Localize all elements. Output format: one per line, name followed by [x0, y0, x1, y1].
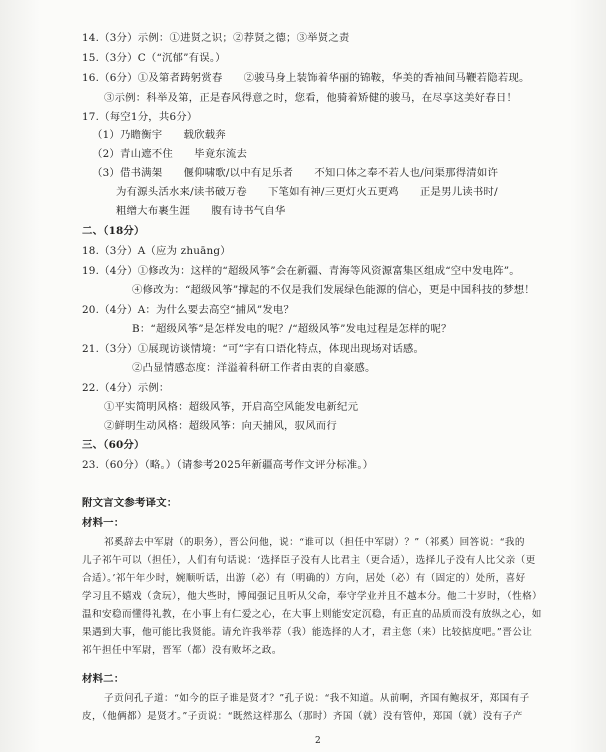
answer-q17-header: 17.（每空1分，共6分）	[82, 111, 198, 123]
answer-q19-line2: ④修改为：“超级风筝”撑起的不仅是我们发展绿色能源的信心，更是中国科技的梦想！	[132, 284, 535, 296]
answer-q22-header: 22.（4分）示例：	[82, 382, 170, 394]
material-2-line: 子贡问孔子道：“如今的臣子谁是贤才？”孔子说：“我不知道。从前啊，齐国有鲍叔牙，郑国有子	[104, 693, 530, 704]
translation-heading: 附文言文参考译文：	[82, 497, 178, 509]
material-1-line: 果遇到大事，他可能比我贤能。请允许我举荐（我）能选择的人才，君主您（来）比较掂度吧。”晋公让	[82, 627, 533, 638]
material-1-line: 合适）。’祁午年少时，婉顺听话，出游（必）有（明确的）方向，居处（必）有（固定的）处所，喜好	[82, 573, 526, 584]
answer-q17-1: （1）乃瞻衡宇 载欣载奔	[92, 129, 226, 141]
answer-q17-3-cont2: 粗缯大布裹生涯 腹有诗书气自华	[116, 205, 286, 217]
material-2-title: 材料二：	[82, 673, 125, 685]
page-number: 2	[315, 736, 321, 746]
answer-q18: 18.（3分）A（应为 zhuāng）	[82, 245, 231, 257]
material-1-line: 祁奚辞去中军尉（的职务），晋公问他，说：“谁可以（担任中军尉）？”（祁奚）回答说：“我的	[104, 537, 525, 548]
answer-q17-3: （3）借书满架 偃仰啸歌/以中有足乐者 不知口体之奉不若人也/问渠那得清如许	[92, 167, 499, 179]
material-1-line: 祁午担任中军尉，晋军（都）没有败坏之政。	[82, 645, 282, 656]
answer-q21-line1: 21.（3分）①展现访谈情境：“可”字有口语化特点，体现出现场对话感。	[82, 343, 425, 355]
answer-q20-line2: B：“超级风筝”是怎样发电的呢？/“超级风筝”发电过程是怎样的呢？	[132, 323, 452, 335]
section-3-heading: 三、（60分）	[82, 439, 145, 451]
answer-q16-line1: 16.（6分）①及第者踌躬赏春 ②骏马身上装饰着华丽的锦鞍，华美的香袖间马鞭若隐若现。	[82, 72, 530, 84]
material-1-line: 温和安稳而懂得礼教，在小事上有仁爱之心，在大事上则能安定沉稳，有正直的品质而没有放纵之心，如	[82, 609, 542, 620]
answer-q21-line2: ②凸显情感态度：洋溢着科研工作者由衷的自豪感。	[132, 362, 376, 374]
answer-q17-2: （2）青山遮不住 毕竟东流去	[92, 148, 248, 160]
material-1-line: 儿子祁午可以（担任），人们有句话说：‘选择臣子没有人比君主（更合适），选择儿子没有人比父亲（更	[82, 555, 536, 566]
material-1-title: 材料一：	[82, 517, 125, 529]
answer-q17-3-cont1: 为有源头活水来/读书破万卷 下笔如有神/三更灯火五更鸡 正是男儿读书时/	[116, 186, 498, 198]
answer-q22-2: ②鲜明生动风格：超级风筝：向天捕风，驭风而行	[104, 420, 337, 432]
section-2-heading: 二、（18分）	[82, 225, 145, 237]
answer-q23: 23.（60分）（略。）（请参考2025年新疆高考作文评分标准。）	[82, 459, 374, 471]
answer-q16-line2: ③示例：科举及第，正是春风得意之时，您看，他骑着矫健的骏马，在尽享这美好春日！	[104, 92, 518, 104]
material-2-line: 皮，（他俩都）是贤才。”子贡说：“既然这样那么（那时）齐国（就）没有管仲，郑国（就）没有子产	[82, 711, 523, 722]
answer-q20-line1: 20.（4分）A：为什么要去高空“捕风”发电？	[82, 304, 295, 316]
answer-q19-line1: 19.（4分）①修改为：这样的“超级风筝”会在新疆、青海等风资源富集区组成“空中发电阵”。	[82, 265, 520, 277]
answer-q22-1: ①平实简明风格：超级风筝，开启高空风能发电新纪元	[104, 401, 359, 413]
material-1-line: 学习且不嬉戏（贪玩），他大些时，博闻强记且听从父命，奉守学业并且不越本分。他二十岁时，（性格）	[82, 591, 543, 602]
answer-q14: 14.（3分）示例：①进贤之识；②荐贤之德；③举贤之责	[82, 32, 350, 44]
answer-q15: 15.（3分）C（“沉郁”有误。）	[82, 52, 226, 64]
